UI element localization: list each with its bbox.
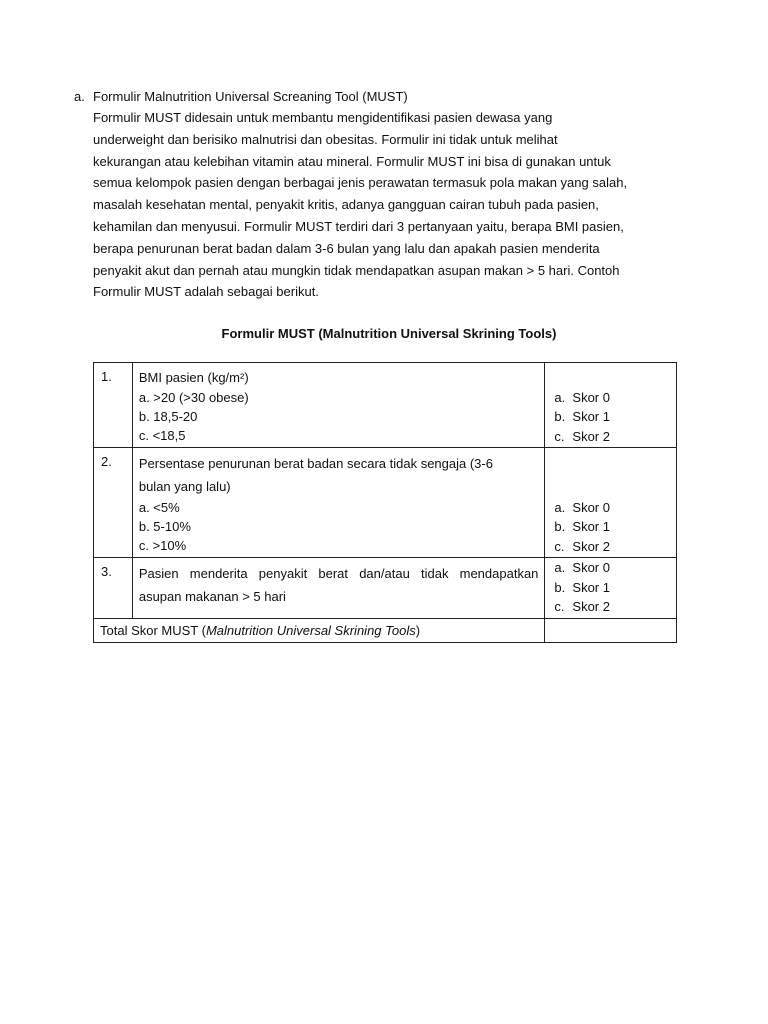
question-text: bulan yang lalu) — [138, 479, 231, 494]
section-heading: Formulir Malnutrition Universal Screaning Tool (MUST) — [93, 89, 408, 104]
table-row — [94, 558, 677, 619]
score-option: c. Skor 2 — [554, 428, 610, 444]
answer-option: a. >20 (>30 obese) — [138, 390, 249, 405]
answer-option: c. >10% — [138, 538, 187, 553]
answer-option: b. 18,5-20 — [138, 409, 198, 424]
question-text: asupan makanan > 5 hari — [138, 589, 286, 604]
paragraph-line: berapa penurunan berat badan dalam 3-6 bulan yang lalu dan apakah pasien menderita — [93, 240, 600, 256]
row-number: 3. — [94, 558, 133, 619]
score-option: a. Skor 0 — [554, 560, 610, 575]
list-marker: a. — [74, 89, 85, 104]
total-row — [94, 618, 677, 642]
question-cell — [132, 363, 545, 448]
total-value-cell[interactable] — [545, 618, 677, 642]
section-paragraph — [93, 107, 684, 303]
paragraph-line: kehamilan dan menyusui. Formulir MUST terdiri dari 3 pertanyaan yaitu, berapa BMI pasien, — [93, 218, 624, 234]
total-label: Total Skor MUST (Malnutrition Universal Skrining Tools) — [94, 618, 545, 642]
score-cell — [545, 558, 677, 619]
row-number: 1. — [94, 363, 133, 448]
question-text: Persentase penurunan berat badan secara tidak sengaja (3-6 — [138, 456, 493, 471]
paragraph-line: underweight dan berisiko malnutrisi dan obesitas. Formulir ini tidak untuk melihat — [93, 131, 558, 147]
score-option: b. Skor 1 — [554, 579, 610, 595]
score-cell — [545, 448, 677, 558]
question-text: BMI pasien (kg/m²) — [138, 370, 249, 385]
row-number: 2. — [94, 448, 133, 558]
paragraph-line: semua kelompok pasien dengan berbagai jenis perawatan termasuk pola makan yang salah, — [93, 175, 628, 191]
score-option: b. Skor 1 — [554, 409, 610, 424]
score-option: b. Skor 1 — [554, 519, 610, 534]
table-row — [94, 448, 677, 558]
question-cell — [132, 448, 545, 558]
answer-option: a. <5% — [138, 500, 180, 515]
section-must — [74, 86, 684, 303]
paragraph-line: Formulir MUST adalah sebagai berikut. — [93, 284, 319, 300]
section-heading-row — [74, 86, 684, 107]
question-cell — [132, 558, 545, 619]
score-option: a. Skor 0 — [554, 499, 610, 515]
answer-option: b. 5-10% — [138, 519, 191, 534]
paragraph-line: Formulir MUST didesain untuk membantu mengidentifikasi pasien dewasa yang — [93, 110, 553, 125]
answer-option: c. <18,5 — [138, 428, 186, 443]
paragraph-line: masalah kesehatan mental, penyakit kritis, adanya gangguan cairan tubuh pada pasien, — [93, 197, 599, 213]
score-cell — [545, 363, 677, 448]
paragraph-line: penyakit akut dan pernah atau mungkin tidak mendapatkan asupan makan > 5 hari. Contoh — [93, 262, 620, 278]
question-text: Pasien menderita penyakit berat dan/atau tidak mendapatkan — [138, 566, 539, 581]
score-option: c. Skor 2 — [554, 599, 610, 614]
score-option: c. Skor 2 — [554, 538, 610, 554]
must-table — [93, 362, 677, 643]
paragraph-line: kekurangan atau kelebihan vitamin atau mineral. Formulir MUST ini bisa di gunakan untuk — [93, 153, 611, 169]
table-row — [94, 363, 677, 448]
score-option: a. Skor 0 — [554, 389, 610, 405]
table-caption: Formulir MUST (Malnutrition Universal Skrining Tools) — [221, 326, 557, 341]
